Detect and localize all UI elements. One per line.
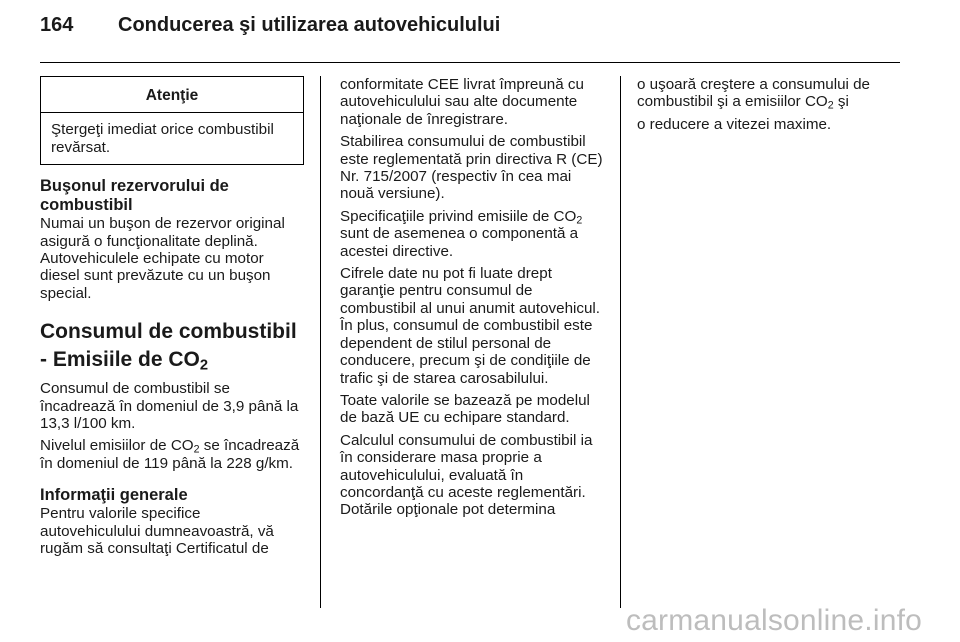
column-divider	[620, 76, 621, 608]
column-left	[40, 76, 304, 563]
paragraph-no-guarantee: Cifrele date nu pot fi luate drept garanţie pentru consumul de combustibil al unui anumit autovehicul. În plus, consumul de combustibil este dependent de stilul personal de conducere, precum şi de condiţiile de trafic şi de starea carosabilului.	[340, 265, 601, 387]
paragraph-max-speed: o reducere a vitezei maxime.	[637, 115, 832, 133]
paragraph-increase: o uşoară creştere a consumului de combustibil şi a emisiilor $CO_2$ şi	[637, 76, 871, 113]
paragraph-eu-model: Toate valorile se bazează pe modelul de bază UE cu echipare standard.	[340, 391, 590, 427]
warning-text: Ştergeţi imediat orice combustibil revărsat.	[51, 121, 274, 156]
paragraph-fuel-cap: Numai un buşon de rezervor original asigură o funcţionalitate deplină. Autovehiculele echipate cu motor diesel sunt prevăzute cu un buşon special.	[40, 215, 285, 302]
page-header	[40, 14, 500, 37]
warning-title: Atenţie	[41, 77, 303, 113]
paragraph-emissions-range: Nivelul emisiilor de $CO_2$ se încadrează în domeniul de 119 până la 228 g/km.	[40, 437, 300, 472]
heading-fuel-consumption: Consumul de combustibil - Emisiile de $CO_2$	[40, 320, 297, 374]
paragraph-consumption-range: Consumul de combustibil se încadrează în domeniul de 3,9 până la 13,3 l/100 km.	[40, 380, 299, 433]
heading-fuel-cap: Buşonul rezervorului de combustibil	[40, 177, 229, 215]
paragraph-general-info: Pentru valorile specifice autovehiculului dumneavoastră, vă rugăm să consultaţi Certificatul de	[40, 505, 274, 558]
paragraph-co2-spec: Specificaţiile privind emisiile de $CO_2$ sunt de asemenea o componentă a acestei directive.	[340, 207, 583, 260]
paragraph-mass-calc: Calculul consumului de combustibil ia în considerare masa proprie a autovehiculului, evaluată în concordanţă cu aceste reglementări. Dotările opţionale pot determina	[340, 431, 593, 519]
paragraph-certificate: conformitate CEE livrat împreună cu autovehiculului sau alte documente naţionale de înregistrare.	[340, 76, 584, 128]
heading-general-info: Informaţii generale	[40, 486, 188, 505]
warning-box	[40, 76, 304, 165]
paragraph-directive: Stabilirea consumului de combustibil este reglementată prin directiva R (CE) Nr. 715/2007 (respectiv în cea mai nouă versiune).	[340, 133, 603, 203]
chapter-title: Conducerea şi utilizarea autovehiculului	[118, 14, 501, 36]
column-divider	[320, 76, 321, 608]
watermark: carmanualsonline.info	[625, 604, 922, 637]
header-rule	[40, 62, 900, 63]
column-middle	[340, 76, 608, 524]
page-number: 164	[40, 14, 74, 36]
column-right	[637, 76, 900, 138]
